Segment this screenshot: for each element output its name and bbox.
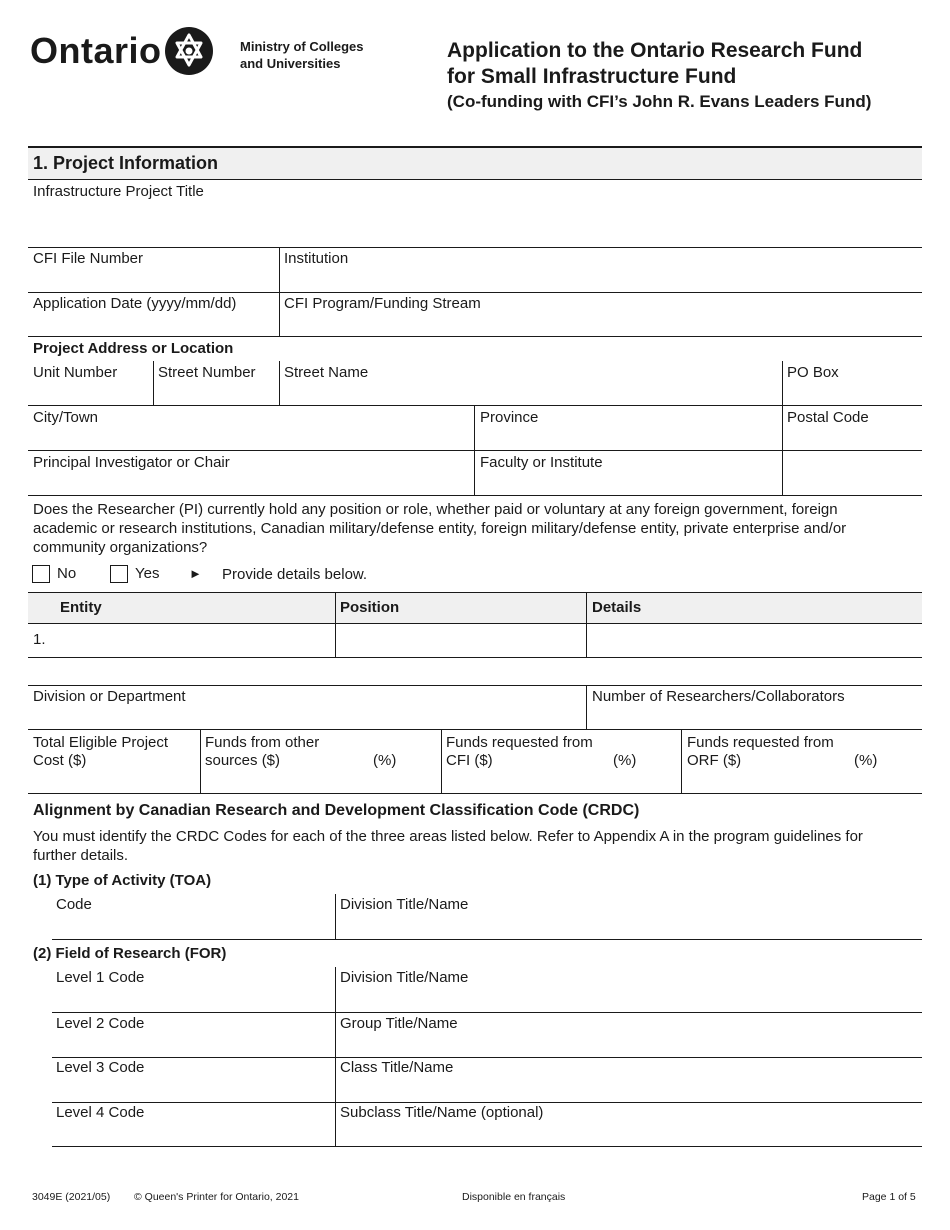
divider <box>28 729 922 730</box>
crdc-intro: You must identify the CRDC Codes for each of the three areas listed below. Refer to Appendix A in the program guidelines for <box>33 828 863 845</box>
street-name-input[interactable] <box>284 384 777 404</box>
for-level1-code-input[interactable] <box>56 989 330 1009</box>
po-box-label: PO Box <box>787 364 839 381</box>
province-input[interactable] <box>480 429 777 449</box>
divider <box>28 450 922 451</box>
form-number: 3049E (2021/05) <box>32 1191 111 1203</box>
divider <box>28 623 922 624</box>
institution-input[interactable] <box>284 270 918 290</box>
divider <box>28 179 922 180</box>
cfi-file-number-label: CFI File Number <box>33 250 144 267</box>
divider <box>153 361 154 406</box>
street-number-label: Street Number <box>158 364 256 381</box>
cfi-funds-label: Funds requested from <box>446 734 593 751</box>
other-funds-label-line2: sources ($) <box>205 752 281 769</box>
details-input[interactable] <box>592 628 918 654</box>
foreign-question: Does the Researcher (PI) currently hold any position or role, whether paid or voluntary at any foreign government, foreign <box>33 501 838 518</box>
for-heading: (2) Field of Research (FOR) <box>33 945 227 962</box>
form-title: Application to the Ontario Research Fund <box>447 39 863 62</box>
table-header-bar <box>28 593 922 623</box>
other-funds-label: Funds from other <box>205 734 320 751</box>
unit-number-label: Unit Number <box>33 364 118 381</box>
orf-funds-percent-label: (%) <box>854 752 878 769</box>
form-title-line2: for Small Infrastructure Fund <box>447 65 737 88</box>
arrow-right-icon: ► <box>189 566 202 581</box>
for-level4-title-label: Subclass Title/Name (optional) <box>340 1104 544 1121</box>
cfi-program-input[interactable] <box>284 315 918 335</box>
divider <box>28 247 922 248</box>
page-number: Page 1 of 5 <box>862 1191 916 1203</box>
divider <box>52 939 922 940</box>
divider <box>279 361 280 406</box>
faculty-input[interactable] <box>480 474 918 494</box>
divider <box>52 1146 922 1147</box>
divider <box>28 336 922 337</box>
yes-label: Yes <box>135 565 160 582</box>
application-date-input[interactable] <box>33 315 273 335</box>
total-cost-input[interactable] <box>33 772 195 792</box>
divider <box>52 1012 922 1013</box>
position-input[interactable] <box>340 628 581 654</box>
for-level1-code-label: Level 1 Code <box>56 969 145 986</box>
total-cost-label: Total Eligible Project <box>33 734 169 751</box>
total-cost-label-line2: Cost ($) <box>33 752 87 769</box>
toa-code-input[interactable] <box>56 916 330 936</box>
division-input[interactable] <box>33 708 581 728</box>
pi-label: Principal Investigator or Chair <box>33 454 230 471</box>
trillium-icon <box>164 26 214 76</box>
crdc-intro-line2: further details. <box>33 847 129 864</box>
cfi-program-label: CFI Program/Funding Stream <box>284 295 481 312</box>
city-input[interactable] <box>33 429 469 449</box>
divider <box>586 685 587 729</box>
other-funds-percent-label: (%) <box>373 752 397 769</box>
french-version-note: Disponible en français <box>462 1191 566 1203</box>
no-label: No <box>57 565 77 582</box>
ministry-name: Ministry of Colleges <box>240 39 364 54</box>
divider <box>28 495 922 496</box>
unit-number-input[interactable] <box>33 384 148 404</box>
for-level2-title-input[interactable] <box>340 1035 918 1055</box>
divider <box>28 146 922 148</box>
cfi-funds-percent-label: (%) <box>613 752 637 769</box>
toa-division-label: Division Title/Name <box>340 896 469 913</box>
copyright: © Queen's Printer for Ontario, 2021 <box>134 1191 299 1203</box>
divider <box>441 729 442 793</box>
for-level3-title-input[interactable] <box>340 1079 918 1099</box>
application-date-label: Application Date (yyyy/mm/dd) <box>33 295 237 312</box>
divider <box>681 729 682 793</box>
entity-input[interactable] <box>52 628 330 654</box>
for-level3-title-label: Class Title/Name <box>340 1059 454 1076</box>
cfi-funds-input[interactable] <box>446 772 676 792</box>
yes-checkbox[interactable] <box>110 565 128 583</box>
foreign-question-line3: community organizations? <box>33 539 208 556</box>
division-label: Division or Department <box>33 688 186 705</box>
no-checkbox[interactable] <box>32 565 50 583</box>
for-level4-title-input[interactable] <box>340 1124 918 1144</box>
for-level3-code-label: Level 3 Code <box>56 1059 145 1076</box>
cfi-file-number-input[interactable] <box>33 270 273 290</box>
divider <box>52 1102 922 1103</box>
foreign-question-line2: academic or research institutions, Canadian military/defense entity, foreign military/defense entity, private enterprise and/or <box>33 520 847 537</box>
details-column-header: Details <box>592 599 642 616</box>
researchers-label: Number of Researchers/Collaborators <box>592 688 845 705</box>
entity-column-header: Entity <box>60 599 102 616</box>
po-box-input[interactable] <box>787 384 918 404</box>
divider <box>28 292 922 293</box>
divider <box>335 894 336 939</box>
divider <box>200 729 201 793</box>
project-title-label: Infrastructure Project Title <box>33 183 204 200</box>
street-number-input[interactable] <box>158 384 274 404</box>
toa-heading: (1) Type of Activity (TOA) <box>33 872 212 889</box>
for-level2-title-label: Group Title/Name <box>340 1015 458 1032</box>
ministry-name-line2: and Universities <box>240 56 341 71</box>
for-level1-title-label: Division Title/Name <box>340 969 469 986</box>
orf-funds-input[interactable] <box>687 772 918 792</box>
cfi-funds-label-line2: CFI ($) <box>446 752 493 769</box>
divider <box>586 592 587 658</box>
form-subtitle: (Co-funding with CFI’s John R. Evans Leaders Fund) <box>447 92 872 111</box>
divider <box>28 793 922 794</box>
address-heading: Project Address or Location <box>33 340 234 357</box>
crdc-heading: Alignment by Canadian Research and Development Classification Code (CRDC) <box>33 802 640 819</box>
institution-label: Institution <box>284 250 349 267</box>
for-level2-code-label: Level 2 Code <box>56 1015 145 1032</box>
toa-code-label: Code <box>56 896 92 913</box>
provide-details-text: Provide details below. <box>222 566 368 583</box>
street-name-label: Street Name <box>284 364 369 381</box>
province-label: Province <box>480 409 539 426</box>
divider <box>28 657 922 658</box>
for-level4-code-label: Level 4 Code <box>56 1104 145 1121</box>
divider <box>335 592 336 658</box>
ontario-logo <box>30 26 215 78</box>
other-funds-input[interactable] <box>205 772 436 792</box>
for-level1-title-input[interactable] <box>340 989 918 1009</box>
orf-funds-label-line2: ORF ($) <box>687 752 742 769</box>
postal-code-label: Postal Code <box>787 409 869 426</box>
city-label: City/Town <box>33 409 99 426</box>
ontario-wordmark: Ontario <box>30 30 162 71</box>
position-column-header: Position <box>340 599 400 616</box>
toa-division-input[interactable] <box>340 916 918 936</box>
pi-input[interactable] <box>33 474 469 494</box>
row-number: 1. <box>33 631 46 648</box>
divider <box>28 592 922 593</box>
section-heading: 1. Project Information <box>33 153 219 173</box>
for-level3-code-input[interactable] <box>56 1079 330 1099</box>
divider <box>28 405 922 406</box>
for-level4-code-input[interactable] <box>56 1124 330 1144</box>
orf-funds-label: Funds requested from <box>687 734 834 751</box>
researchers-input[interactable] <box>592 708 918 728</box>
for-level2-code-input[interactable] <box>56 1035 330 1055</box>
divider <box>52 1057 922 1058</box>
divider <box>28 685 922 686</box>
faculty-label: Faculty or Institute <box>480 454 603 471</box>
postal-code-input[interactable] <box>787 429 918 449</box>
project-title-input[interactable] <box>33 205 918 243</box>
